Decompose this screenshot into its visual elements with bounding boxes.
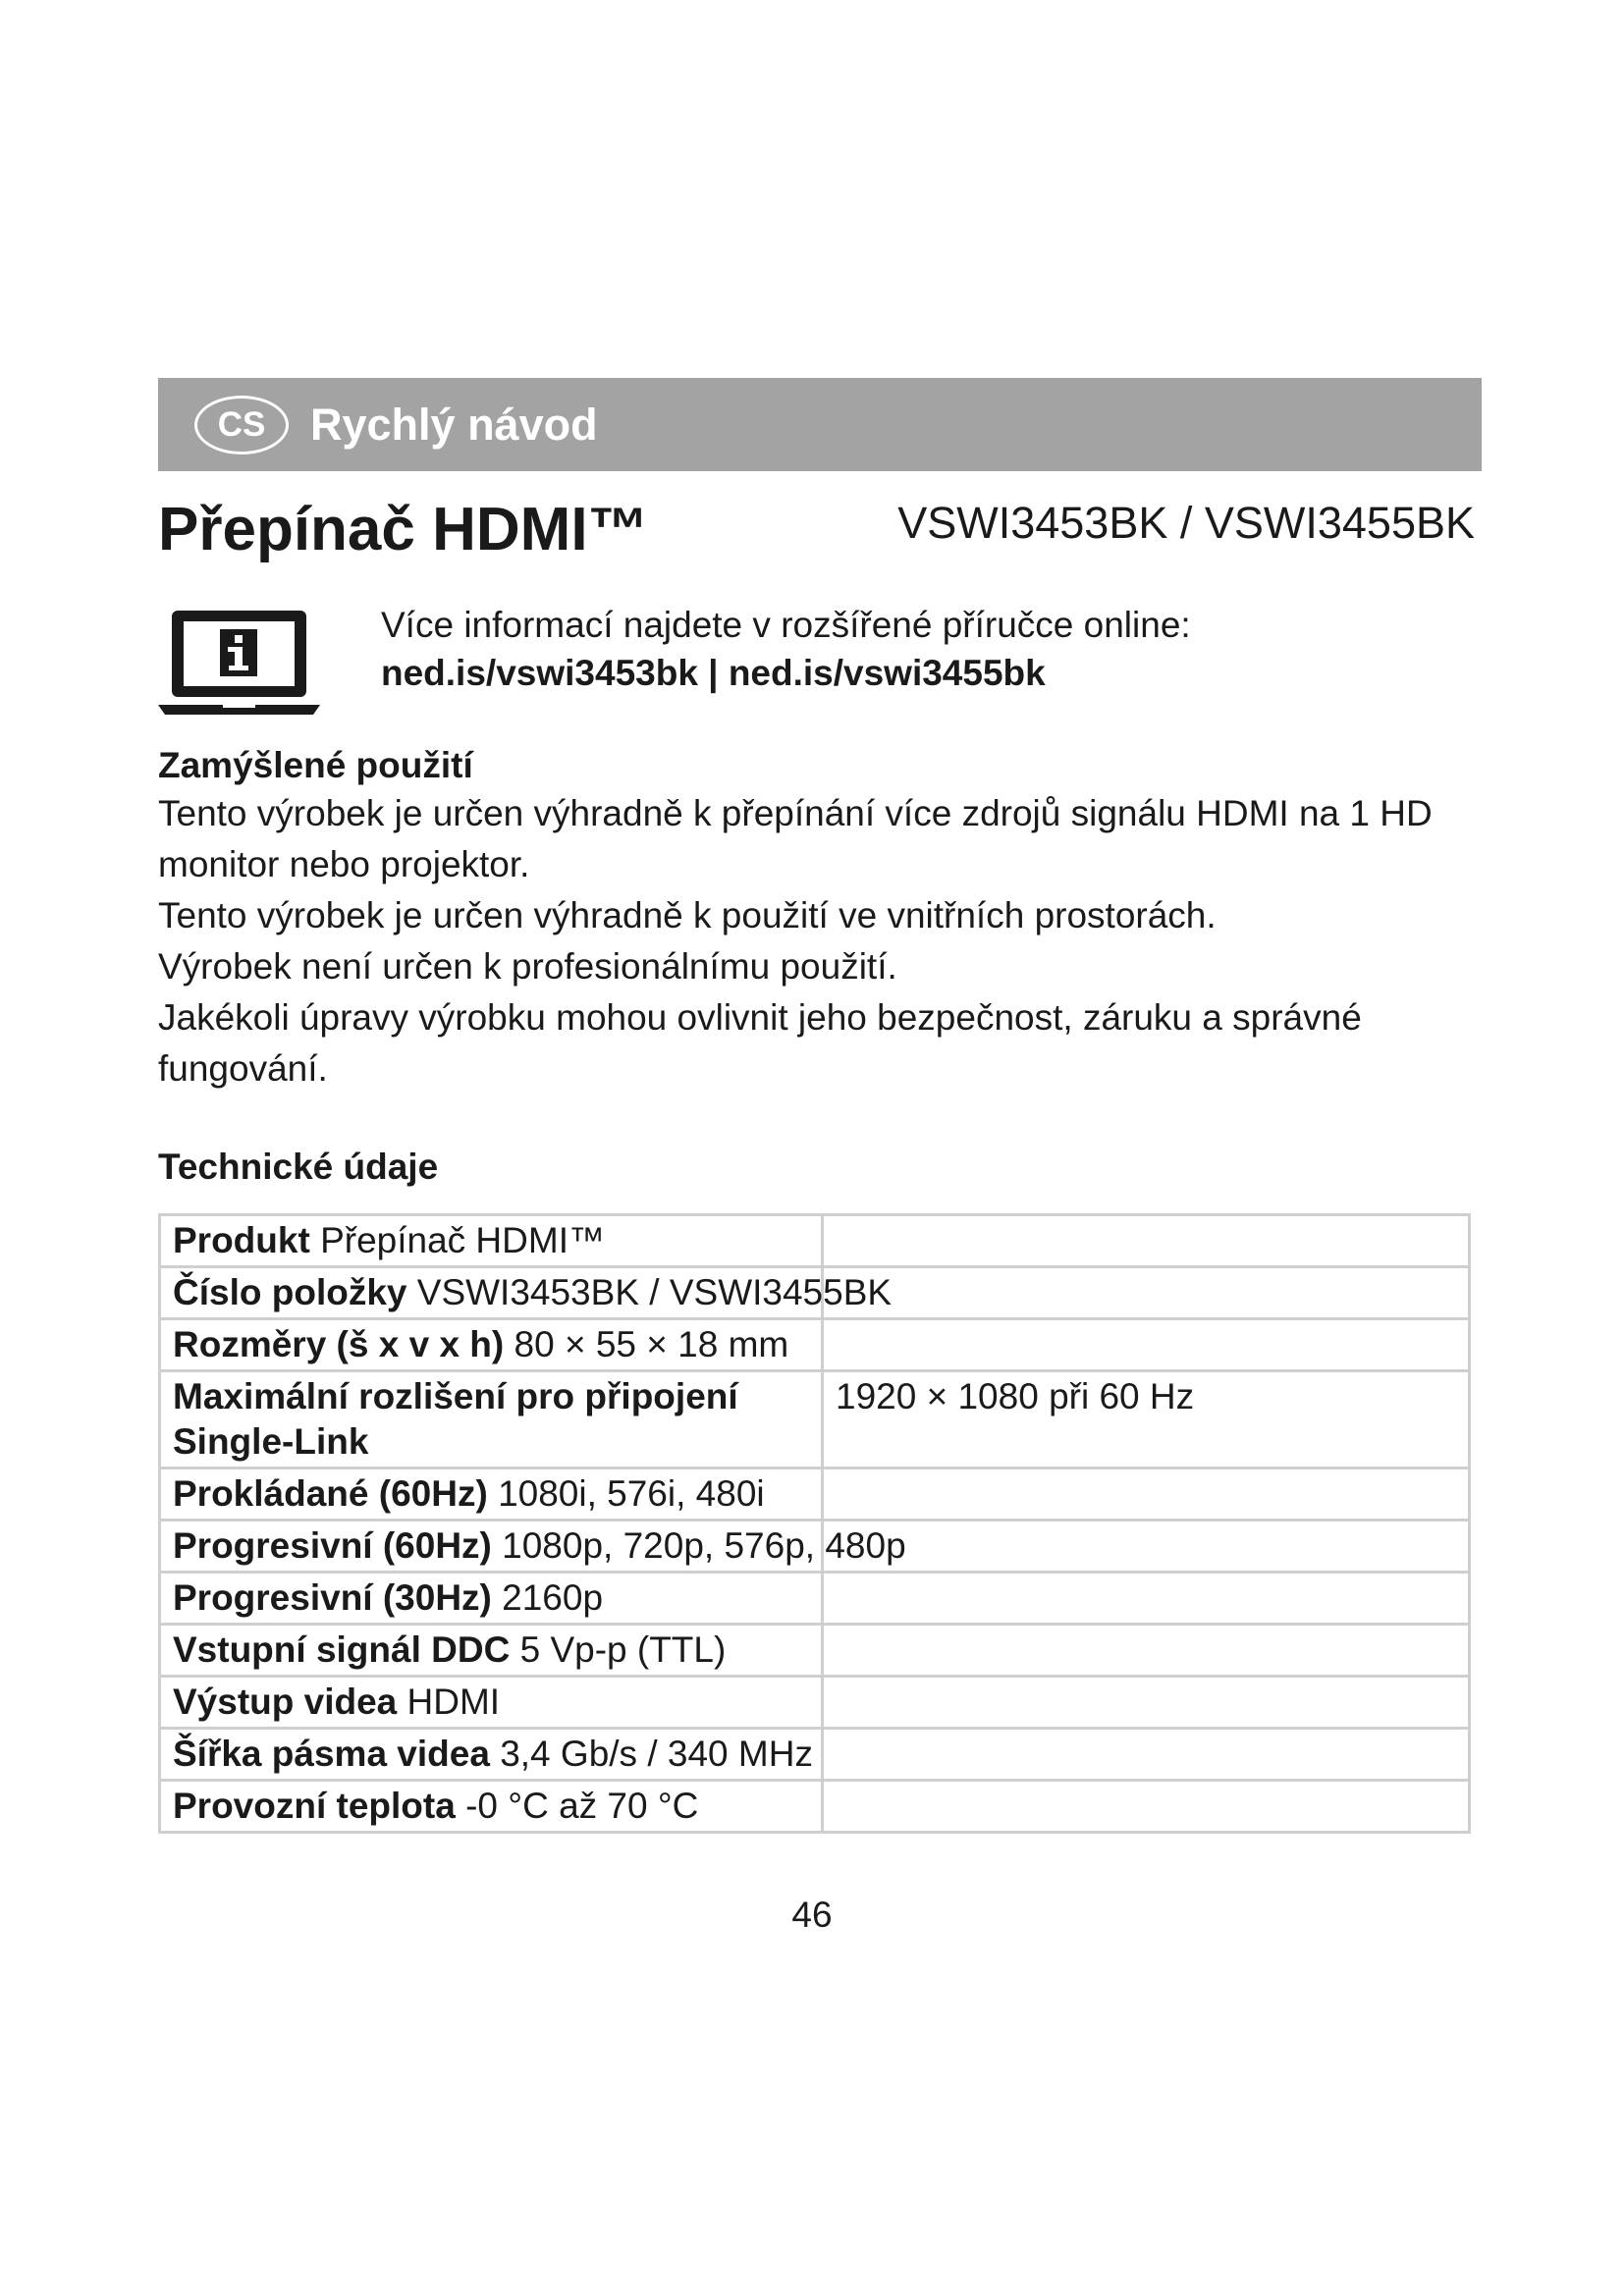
empty-cell — [823, 1781, 1470, 1833]
table-row — [160, 1573, 1470, 1625]
spec-label: Výstup videa — [173, 1682, 398, 1722]
online-manual-info — [381, 601, 1191, 697]
spec-cell — [160, 1781, 823, 1833]
empty-cell — [823, 1468, 1470, 1521]
model-numbers: VSWI3453BK / VSWI3455BK — [897, 498, 1475, 548]
section-banner — [158, 378, 1482, 471]
empty-cell — [823, 1215, 1470, 1267]
tech-specs-heading: Technické údaje — [158, 1147, 439, 1187]
paragraph: Výrobek není určen k profesionálnímu použití. — [158, 946, 897, 987]
empty-cell — [823, 1521, 1470, 1573]
spec-cell — [160, 1215, 823, 1267]
spec-value: 80 × 55 × 18 mm — [514, 1324, 789, 1364]
info-text: Více informací najdete v rozšířené příručce online: — [381, 605, 1191, 645]
spec-label: Progresivní (30Hz) — [173, 1577, 492, 1618]
empty-cell — [823, 1625, 1470, 1677]
paragraph: Jakékoli úpravy výrobku mohou ovlivnit jeho bezpečnost, záruku a správné fungování. — [158, 997, 1362, 1089]
table-row — [160, 1781, 1470, 1833]
empty-cell — [823, 1677, 1470, 1729]
spec-value: 1080p, 720p, 576p, 480p — [502, 1525, 906, 1566]
table-row — [160, 1521, 1470, 1573]
table-row — [160, 1215, 1470, 1267]
spec-value: HDMI — [406, 1682, 501, 1722]
spec-value: Přepínač HDMI™ — [320, 1220, 605, 1260]
spec-value: 1920 × 1080 při 60 Hz — [836, 1376, 1195, 1416]
spec-label: Progresivní (60Hz) — [173, 1525, 492, 1566]
spec-label: Šířka pásma videa — [173, 1734, 490, 1774]
manual-link[interactable]: ned.is/vswi3453bk | ned.is/vswi3455bk — [381, 653, 1046, 693]
language-badge: CS — [194, 396, 289, 454]
product-title: Přepínač HDMI™ — [158, 496, 649, 563]
intended-use-heading: Zamýšlené použití — [158, 745, 473, 785]
spec-label: Vstupní signál DDC — [173, 1629, 511, 1670]
spec-label: Maximální rozlišení pro připojení Single-Link — [173, 1376, 738, 1462]
table-row — [160, 1468, 1470, 1521]
spec-label: Provozní teplota — [173, 1786, 456, 1826]
spec-value: 1080i, 576i, 480i — [498, 1473, 765, 1514]
banner-title: Rychlý návod — [310, 399, 598, 450]
table-row — [160, 1319, 1470, 1371]
spec-value: 2160p — [502, 1577, 604, 1618]
table-row — [160, 1625, 1470, 1677]
spec-value: 5 Vp-p (TTL) — [519, 1629, 727, 1670]
spec-value-cell — [823, 1371, 1470, 1468]
table-row — [160, 1267, 1470, 1319]
empty-cell — [823, 1267, 1470, 1319]
spec-cell — [160, 1319, 823, 1371]
spec-cell — [160, 1371, 823, 1468]
spec-value: 3,4 Gb/s / 340 MHz — [500, 1734, 813, 1774]
spec-label: Číslo položky — [173, 1272, 407, 1312]
spec-cell — [160, 1521, 906, 1573]
empty-cell — [823, 1729, 1470, 1781]
page-number: 46 — [791, 1895, 833, 1935]
intended-use-text — [158, 788, 1474, 1095]
spec-label: Prokládané (60Hz) — [173, 1473, 488, 1514]
table-row — [160, 1371, 1470, 1468]
specs-table — [158, 1213, 1471, 1834]
spec-cell — [160, 1573, 823, 1625]
spec-value: -0 °C až 70 °C — [465, 1786, 699, 1826]
spec-cell — [160, 1267, 893, 1319]
spec-cell — [160, 1625, 823, 1677]
table-row — [160, 1729, 1470, 1781]
empty-cell — [823, 1573, 1470, 1625]
spec-label: Rozměry (š x v x h) — [173, 1324, 505, 1364]
spec-cell — [160, 1729, 823, 1781]
table-row — [160, 1677, 1470, 1729]
spec-cell — [160, 1468, 823, 1521]
spec-value: VSWI3453BK / VSWI3455BK — [416, 1272, 893, 1312]
laptop-info-icon — [158, 607, 320, 720]
empty-cell — [823, 1319, 1470, 1371]
spec-cell — [160, 1677, 823, 1729]
paragraph: Tento výrobek je určen výhradně k použití ve vnitřních prostorách. — [158, 895, 1217, 935]
spec-label: Produkt — [173, 1220, 310, 1260]
paragraph: Tento výrobek je určen výhradně k přepínání více zdrojů signálu HDMI na 1 HD monitor nebo projektor. — [158, 793, 1433, 884]
